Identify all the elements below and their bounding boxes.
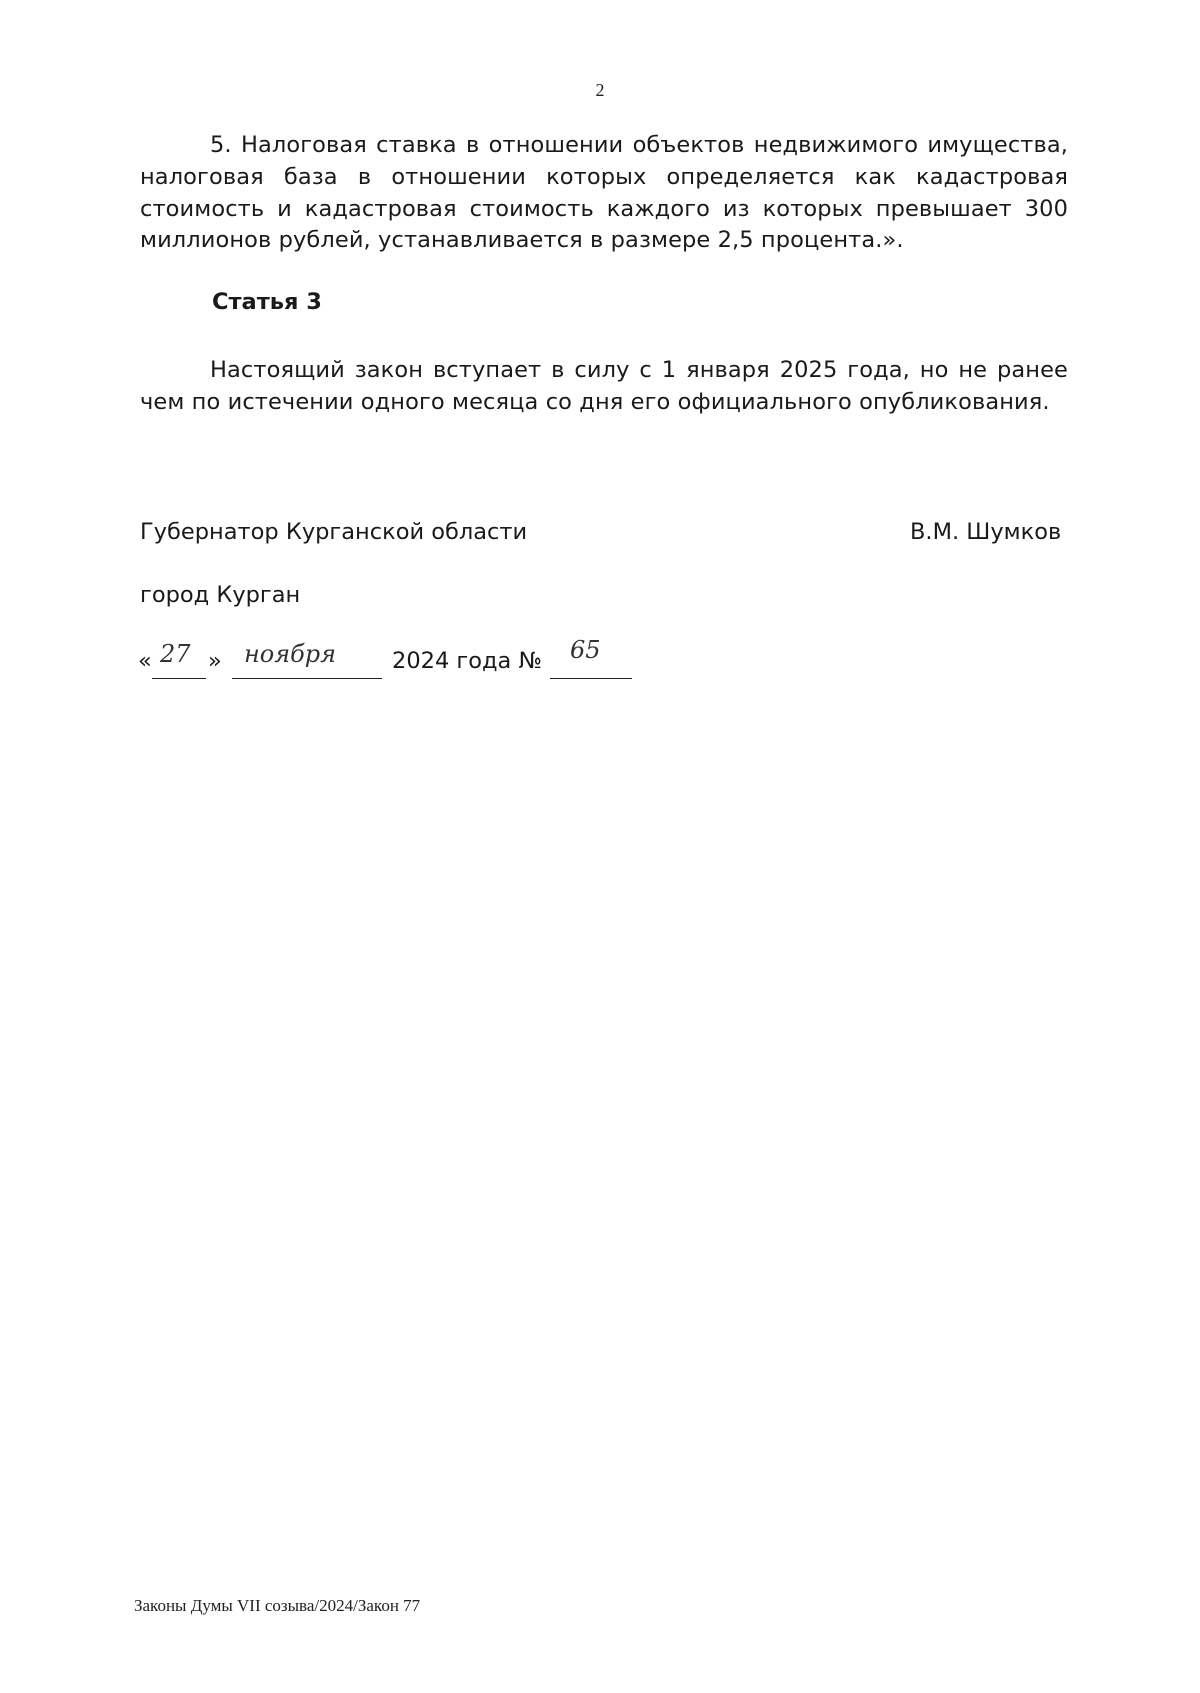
handwritten-number: 65 [570, 636, 601, 664]
number-blank-line [550, 678, 632, 679]
day-blank-line [152, 678, 206, 679]
signatory-title: Губернатор Курганской области [140, 519, 528, 545]
handwritten-month: ноября [244, 640, 337, 668]
month-blank-line [232, 678, 382, 679]
article-3-text: Настоящий закон вступает в силу с 1 января 2025 года, но не ранее чем по истечении одного месяца со дня его официального опубликования. [140, 357, 1068, 415]
date-number-line [138, 636, 698, 676]
article-3-paragraph [140, 355, 1068, 419]
place-of-signing: город Курган [140, 582, 301, 608]
clause-5-text: 5. Налоговая ставка в отношении объектов недвижимого имущества, налоговая база в отношении которых определяется как кадастровая стоимость и кадастровая стоимость каждого из которых превышает 300 миллионов рублей, устанавливается в размере 2,5 процента.». [140, 132, 1068, 254]
page-number: 2 [595, 80, 605, 100]
year-and-number-label: 2024 года № [392, 648, 542, 674]
signatory-name: В.М. Шумков [910, 519, 1062, 545]
article-3-heading: Статья 3 [212, 289, 322, 315]
date-close-quote: » [208, 648, 222, 674]
handwritten-day: 27 [160, 640, 191, 668]
document-footer: Законы Думы VII созыва/2024/Закон 77 [134, 1596, 421, 1615]
date-open-quote: « [138, 648, 152, 674]
clause-5-paragraph [140, 130, 1068, 257]
